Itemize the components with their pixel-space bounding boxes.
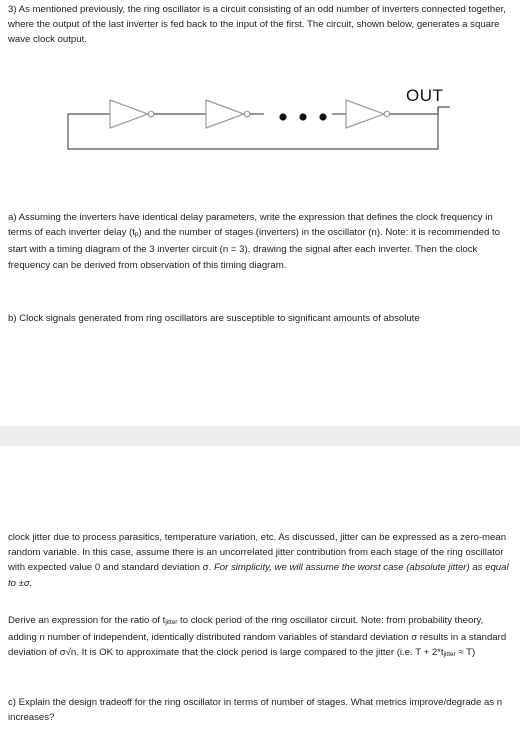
subscript-jitter: jitter <box>443 651 456 659</box>
part-b-assumption: For simplicity, we will assume the worst case (absolute jitter) as equal to ±σ. <box>8 562 509 589</box>
part-b-text: clock jitter due to process parasitics, temperature variation, etc. As discussed, jitter can be expressed as a zero-mean random variable. In this case, assume there is an uncorrelated jitter contribution from each stage of the ring oscillator with expected value 0 and standard deviation σ. <box>8 532 507 574</box>
question-part-c: c) Explain the design tradeoff for the ring oscillator in terms of number of stages. What metrics improve/degrade as n increases? <box>8 697 503 724</box>
derive-text: Derive an expression for the ratio of t <box>8 615 166 626</box>
question-part-b: b) Clock signals generated from ring oscillators are susceptible to significant amounts of absolute <box>8 313 420 324</box>
inverter-icon <box>110 100 154 128</box>
ellipsis-dots <box>279 113 326 120</box>
inverter-icon <box>206 100 250 128</box>
page-break <box>0 426 520 446</box>
question-part-a <box>8 210 514 273</box>
part-a-text-cont: ) and the number of stages (inverters) in the oscillator (n). Note: it is recommended to start with a timing diagram of the 3 inverter circuit (n = 3), drawing the signal after each inverter. Then the clock frequency can be derived from observation of this timing diagram. <box>8 227 500 271</box>
subscript-jitter: jitter <box>165 619 178 626</box>
inverter-icon <box>346 100 390 128</box>
subscript-p: p <box>134 231 139 239</box>
question-3-intro: 3) As mentioned previously, the ring oscillator is a circuit consisting of an odd number of inverters connected together, where the output of the last inverter is fed back to the input of the first. The circuit, shown below, generates a square wave clock output. <box>8 4 506 46</box>
part-a-text: a) Assuming the inverters have identical delay parameters, write the expression that defines the clock frequency in terms of each inverter delay (t <box>8 212 493 239</box>
output-label: OUT <box>406 86 444 105</box>
derive-text-end: ≈ T) <box>455 647 476 659</box>
derive-text-cont: to clock period of the ring oscillator circuit. Note: from probability theory, adding n number of independent, identically distributed random variables of standard deviation σ results in a standard deviation of σ√n. It is OK to approximate that the clock period is large compared to the jitter (i.e. T + 2*t <box>8 615 507 659</box>
question-part-b-continued <box>8 530 514 591</box>
question-part-b-derive <box>8 613 514 663</box>
